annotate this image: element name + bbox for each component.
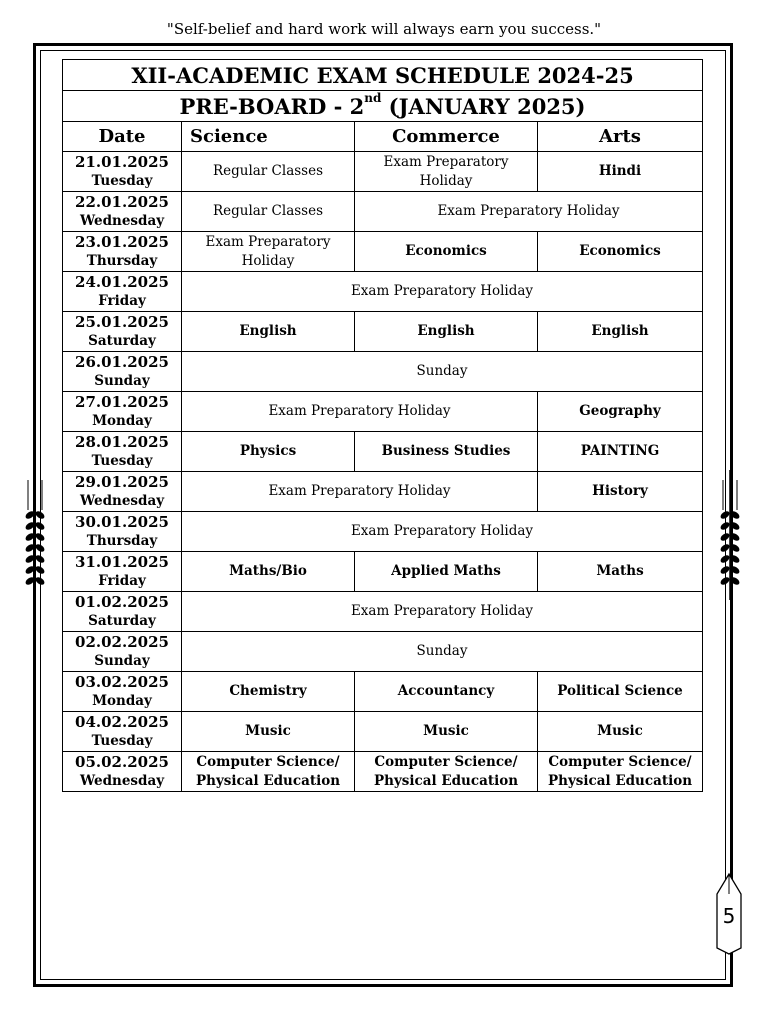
date-cell <box>63 712 182 752</box>
schedule-cell: Maths <box>538 552 703 592</box>
schedule-cell: Physics <box>182 432 355 472</box>
exam-date: 25.01.2025 <box>75 312 169 331</box>
exam-weekday: Saturday <box>88 332 156 349</box>
schedule-cell: Exam Preparatory Holiday <box>182 232 355 272</box>
schedule-cell: Exam Preparatory Holiday <box>182 512 703 552</box>
schedule-cell: English <box>355 312 538 352</box>
schedule-cell: Political Science <box>538 672 703 712</box>
exam-weekday: Monday <box>92 412 152 429</box>
schedule-cell: Maths/Bio <box>182 552 355 592</box>
table-row <box>63 232 703 272</box>
schedule-cell: Business Studies <box>355 432 538 472</box>
page-number: 5 <box>722 904 736 928</box>
exam-date: 03.02.2025 <box>75 672 169 691</box>
schedule-cell: English <box>182 312 355 352</box>
date-cell <box>63 312 182 352</box>
exam-date: 29.01.2025 <box>75 472 169 491</box>
table-row <box>63 552 703 592</box>
schedule-cell: English <box>538 312 703 352</box>
exam-date: 24.01.2025 <box>75 272 169 291</box>
exam-weekday: Wednesday <box>79 772 165 789</box>
schedule-cell: Regular Classes <box>182 152 355 192</box>
schedule-cell: Music <box>182 712 355 752</box>
schedule-cell: PAINTING <box>538 432 703 472</box>
page-number-badge <box>714 872 744 956</box>
date-cell <box>63 392 182 432</box>
schedule-cell: Hindi <box>538 152 703 192</box>
exam-date: 21.01.2025 <box>75 152 169 171</box>
schedule-cell: Exam Preparatory Holiday <box>355 192 703 232</box>
schedule-cell: Music <box>355 712 538 752</box>
schedule-subtitle: PRE-BOARD - 2nd (JANUARY 2025) <box>63 91 703 122</box>
schedule-cell: Exam Preparatory Holiday <box>355 152 538 192</box>
schedule-cell: Chemistry <box>182 672 355 712</box>
schedule-cell: Economics <box>538 232 703 272</box>
column-header-science: Science <box>182 122 355 152</box>
schedule-cell: Regular Classes <box>182 192 355 232</box>
date-cell <box>63 592 182 632</box>
schedule-cell: History <box>538 472 703 512</box>
date-cell <box>63 232 182 272</box>
table-row <box>63 432 703 472</box>
schedule-cell: Sunday <box>182 352 703 392</box>
date-cell <box>63 512 182 552</box>
exam-weekday: Wednesday <box>79 212 165 229</box>
exam-date: 26.01.2025 <box>75 352 169 371</box>
exam-date: 28.01.2025 <box>75 432 169 451</box>
exam-date: 31.01.2025 <box>75 552 169 571</box>
exam-weekday: Saturday <box>88 612 156 629</box>
schedule-title: XII-ACADEMIC EXAM SCHEDULE 2024-25 <box>63 60 703 91</box>
schedule-cell: Economics <box>355 232 538 272</box>
exam-date: 05.02.2025 <box>75 752 169 771</box>
schedule-body <box>63 152 703 792</box>
table-row <box>63 472 703 512</box>
date-cell <box>63 472 182 512</box>
schedule-cell: Computer Science/ Physical Education <box>182 752 355 792</box>
exam-date: 23.01.2025 <box>75 232 169 251</box>
schedule-cell: Geography <box>538 392 703 432</box>
schedule-cell: Music <box>538 712 703 752</box>
date-cell <box>63 632 182 672</box>
date-cell <box>63 752 182 792</box>
schedule-cell: Applied Maths <box>355 552 538 592</box>
table-row <box>63 712 703 752</box>
exam-date: 30.01.2025 <box>75 512 169 531</box>
table-row <box>63 192 703 232</box>
exam-weekday: Tuesday <box>91 172 153 189</box>
motivational-quote: "Self-belief and hard work will always earn you success." <box>166 20 602 38</box>
exam-weekday: Friday <box>98 572 146 589</box>
exam-date: 02.02.2025 <box>75 632 169 651</box>
date-cell <box>63 272 182 312</box>
table-row <box>63 632 703 672</box>
table-row <box>63 752 703 792</box>
schedule-cell: Accountancy <box>355 672 538 712</box>
exam-weekday: Sunday <box>94 652 150 669</box>
table-row <box>63 272 703 312</box>
schedule-cell: Exam Preparatory Holiday <box>182 272 703 312</box>
date-cell <box>63 432 182 472</box>
exam-weekday: Sunday <box>94 372 150 389</box>
exam-weekday: Thursday <box>86 532 158 549</box>
date-cell <box>63 672 182 712</box>
column-header-arts: Arts <box>538 122 703 152</box>
exam-date: 01.02.2025 <box>75 592 169 611</box>
table-row <box>63 152 703 192</box>
schedule-cell: Computer Science/ Physical Education <box>538 752 703 792</box>
column-header-commerce: Commerce <box>355 122 538 152</box>
table-row <box>63 352 703 392</box>
schedule-cell: Sunday <box>182 632 703 672</box>
exam-weekday: Monday <box>92 692 152 709</box>
exam-date: 04.02.2025 <box>75 712 169 731</box>
table-row <box>63 672 703 712</box>
date-cell <box>63 152 182 192</box>
exam-weekday: Thursday <box>86 252 158 269</box>
date-cell <box>63 192 182 232</box>
exam-date: 22.01.2025 <box>75 192 169 211</box>
wheat-ornament-icon <box>719 470 741 600</box>
schedule-cell: Exam Preparatory Holiday <box>182 592 703 632</box>
date-cell <box>63 352 182 392</box>
exam-schedule-table <box>62 59 703 792</box>
table-row <box>63 312 703 352</box>
exam-weekday: Tuesday <box>91 452 153 469</box>
schedule-cell: Exam Preparatory Holiday <box>182 472 538 512</box>
exam-date: 27.01.2025 <box>75 392 169 411</box>
exam-weekday: Friday <box>98 292 146 309</box>
table-row <box>63 512 703 552</box>
schedule-cell: Computer Science/ Physical Education <box>355 752 538 792</box>
wheat-ornament-icon <box>24 470 46 600</box>
table-row <box>63 592 703 632</box>
date-cell <box>63 552 182 592</box>
schedule-cell: Exam Preparatory Holiday <box>182 392 538 432</box>
table-row <box>63 392 703 432</box>
exam-weekday: Tuesday <box>91 732 153 749</box>
column-header-date: Date <box>63 122 182 152</box>
exam-weekday: Wednesday <box>79 492 165 509</box>
